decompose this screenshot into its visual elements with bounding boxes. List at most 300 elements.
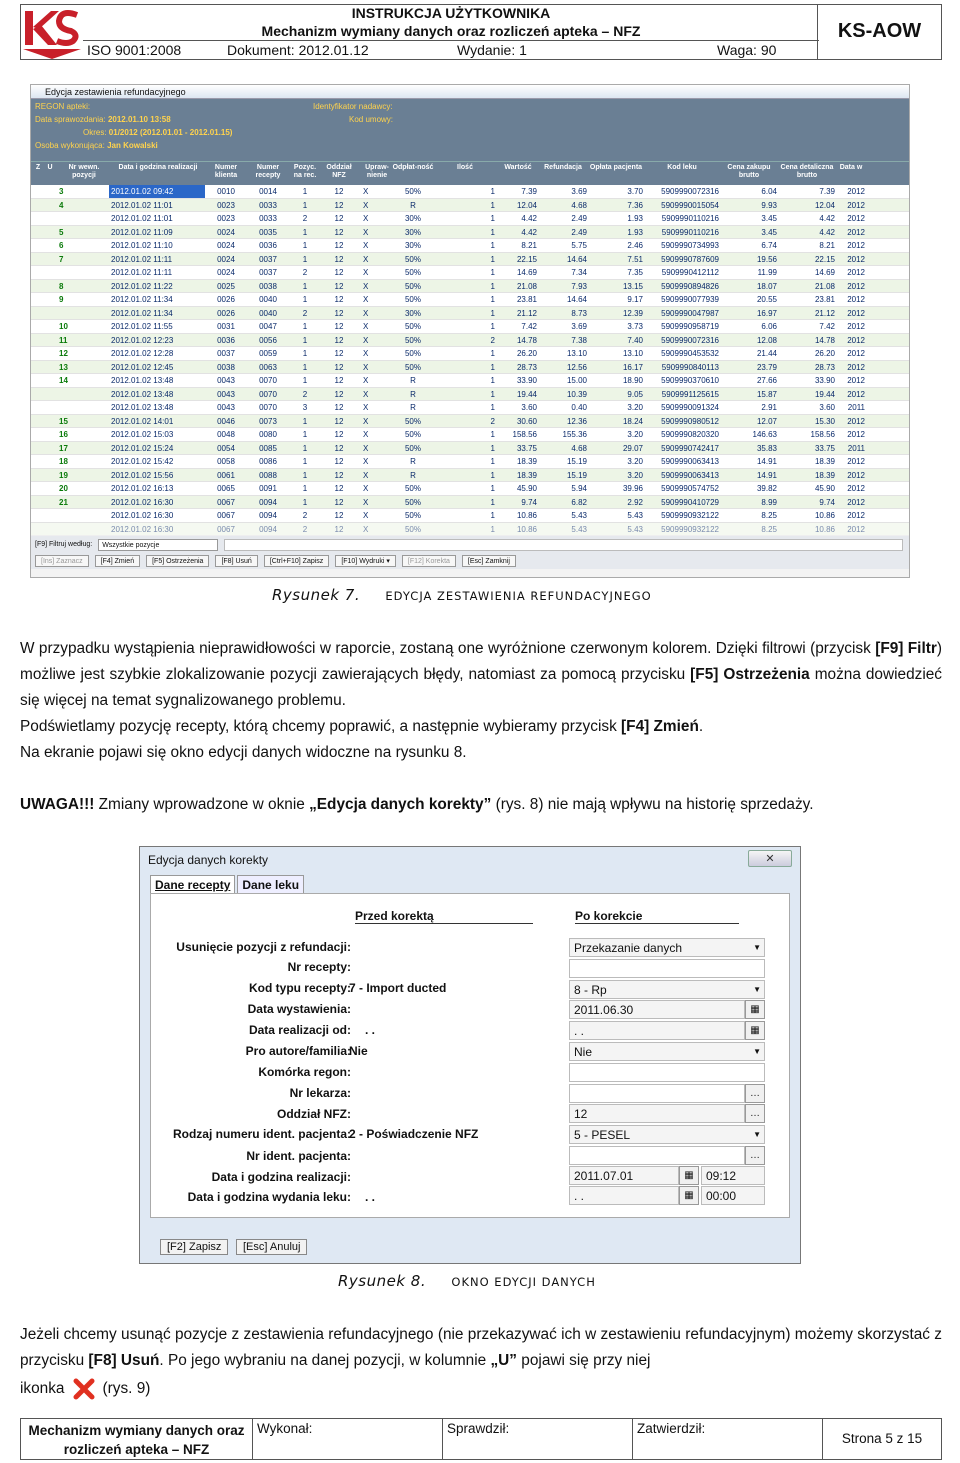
table-cell: 15.87: [756, 389, 777, 399]
table-cell: 16: [59, 430, 68, 439]
table-cell: 0073: [259, 416, 277, 426]
table-row[interactable]: [31, 523, 909, 537]
text-bold: „Edycja danych korekty”: [309, 796, 492, 813]
status-cell: [31, 334, 55, 347]
table-cell: 2.49: [571, 214, 587, 223]
table-cell: 2012: [847, 430, 865, 439]
caption-text: OKNO EDYCJI DANYCH: [451, 1275, 596, 1289]
table-cell: 18.39: [516, 457, 537, 466]
edition-label: Wydanie: 1: [457, 42, 527, 58]
after-field[interactable]: 2011.07.01: [569, 1166, 679, 1185]
paragraph-1: [20, 636, 942, 714]
table-cell: 4: [59, 200, 64, 210]
table-cell: 3.45: [761, 227, 777, 237]
table-cell: 12.36: [566, 416, 587, 426]
before-kod: 7 - Import ducted: [349, 981, 447, 995]
time-field[interactable]: 09:12: [701, 1166, 765, 1185]
edit-correction-dialog: [139, 846, 801, 1264]
column-header[interactable]: Numer recepty: [255, 164, 281, 179]
column-header[interactable]: Refundacja: [544, 164, 582, 171]
table-row[interactable]: [31, 509, 909, 523]
table-cell: X: [363, 308, 369, 318]
table-cell: [55, 509, 109, 522]
table-cell: 5.94: [571, 484, 587, 493]
status-cell: [31, 253, 55, 266]
table-row[interactable]: [31, 415, 909, 429]
table-cell: 2012.01.02 11:09: [111, 227, 173, 237]
save-button[interactable]: [F2] Zapisz: [160, 1239, 228, 1255]
table-cell: 0091: [259, 484, 277, 493]
table-cell: 3.69: [571, 187, 587, 196]
table-cell: 3.20: [627, 403, 643, 412]
close-button[interactable]: ✕: [748, 850, 792, 867]
text-span: ) możliwe jest szybkie zlokalizowanie pozycji zawierających błędy, natomiast za pomocą przycisku: [20, 640, 942, 683]
table-row[interactable]: [31, 307, 909, 321]
table-cell: 26.20: [814, 349, 835, 358]
table-cell: 1: [302, 281, 308, 291]
table-cell: 7: [59, 254, 64, 264]
status-cell: [31, 442, 55, 455]
doc-title: INSTRUKCJA UŻYTKOWNIKA: [351, 5, 551, 21]
table-cell: R: [410, 200, 416, 210]
table-row[interactable]: [31, 469, 909, 483]
table-cell: 12: [334, 403, 344, 412]
table-cell: 1: [302, 430, 308, 439]
toolbar-button[interactable]: [F10] Wydruki ▾: [335, 555, 396, 567]
table-cell: 12: [334, 349, 344, 358]
table-cell: 5909990410729: [661, 497, 719, 507]
table-cell: 50%: [404, 416, 421, 426]
table-cell: 2012: [847, 227, 865, 237]
table-row[interactable]: [31, 239, 909, 253]
calendar-icon[interactable]: ▦: [745, 1000, 765, 1019]
table-cell: 0024: [217, 268, 235, 277]
table-cell: 2012: [847, 268, 865, 277]
column-header[interactable]: Z: [35, 164, 41, 171]
table-cell: 12: [334, 511, 344, 520]
calendar-icon[interactable]: ▦: [745, 1021, 765, 1040]
table-cell: 2012.01.02 16:13: [111, 484, 174, 493]
table-cell: [55, 401, 109, 414]
toolbar-button[interactable]: [F12] Korekta: [402, 555, 456, 567]
table-cell: 15.30: [814, 416, 835, 426]
table-cell: 0054: [217, 443, 235, 453]
refund-grid[interactable]: [31, 185, 909, 536]
table-cell: 15.19: [566, 470, 587, 480]
table-cell: 8.21: [521, 241, 537, 250]
table-row[interactable]: [31, 374, 909, 388]
table-row[interactable]: [31, 482, 909, 496]
table-cell: 1: [490, 443, 495, 453]
table-cell: 1: [302, 457, 308, 466]
table-row[interactable]: [31, 199, 909, 213]
table-cell: 0010: [217, 187, 235, 196]
table-cell: X: [363, 389, 369, 399]
status-cell: [31, 239, 55, 252]
column-header[interactable]: Data w: [839, 164, 863, 171]
table-cell: 3.69: [571, 322, 587, 331]
status-cell: [31, 388, 55, 401]
filter-bar: [31, 536, 909, 553]
table-cell: 1: [490, 268, 495, 277]
caption-text: EDYCJA ZESTAWIENIA REFUNDACYJNEGO: [385, 589, 652, 603]
filter-select[interactable]: Wszystkie pozycje: [98, 539, 218, 551]
iso-label: ISO 9001:2008: [87, 42, 182, 58]
table-cell: 2012: [847, 416, 865, 426]
table-cell: 5.43: [627, 511, 643, 520]
table-cell: 12: [334, 241, 344, 250]
field-label: Nr recepty:: [287, 960, 351, 974]
table-cell: 3.20: [627, 470, 643, 480]
table-cell: X: [363, 484, 369, 493]
table-cell: 5909990787609: [661, 254, 719, 264]
table-cell: 18.90: [622, 376, 643, 385]
table-cell: X: [363, 511, 369, 520]
table-row[interactable]: [31, 334, 909, 348]
text-span: Podświetlamy pozycję recepty, którą chcemy poprawić, a następnie wybieramy przycisk: [20, 718, 622, 735]
table-cell: 8.21: [819, 241, 835, 250]
table-cell: 7.51: [627, 254, 643, 264]
lookup-button[interactable]: …: [745, 1084, 765, 1103]
text-bold: [F5] Ostrzeżenia: [690, 666, 810, 683]
table-cell: 45.90: [516, 484, 537, 493]
toolbar-button[interactable]: [Ins] Zaznacz: [35, 555, 89, 567]
table-cell: 5909990091324: [661, 403, 719, 412]
calendar-icon[interactable]: ▦: [679, 1186, 699, 1205]
table-cell: 158.56: [512, 430, 537, 439]
table-row[interactable]: [31, 496, 909, 510]
table-row[interactable]: [31, 280, 909, 294]
table-cell: 0058: [217, 457, 235, 466]
table-cell: 0024: [217, 227, 235, 237]
table-cell: X: [363, 268, 369, 277]
lookup-button[interactable]: …: [745, 1146, 765, 1165]
table-row[interactable]: [31, 266, 909, 280]
table-cell: 1: [490, 200, 495, 210]
column-header[interactable]: U: [47, 164, 53, 171]
lookup-button[interactable]: …: [745, 1104, 765, 1123]
table-cell: 15.00: [566, 376, 587, 385]
column-header[interactable]: Kod leku: [667, 164, 697, 171]
after-field[interactable]: [569, 1146, 745, 1165]
table-cell: 1: [490, 322, 495, 331]
table-cell: 50%: [404, 497, 421, 507]
status-cell: [31, 280, 55, 293]
table-cell: 12.39: [622, 308, 643, 318]
table-cell: 1: [490, 227, 495, 237]
column-header[interactable]: Upraw-nienie: [365, 164, 389, 179]
table-cell: 10.86: [516, 511, 537, 520]
text-span: pojawi się przy niej: [517, 1352, 651, 1369]
toolbar-button[interactable]: [Esc] Zamknij: [462, 555, 516, 567]
sender-id-label: Identyfikator nadawcy:: [313, 102, 393, 111]
table-cell: 0094: [259, 524, 277, 534]
table-row[interactable]: [31, 442, 909, 456]
table-cell: 2012.01.02 15:56: [111, 470, 174, 480]
table-cell: 7.42: [521, 322, 537, 331]
table-cell: 1: [490, 376, 495, 385]
doc-meta-row: [83, 40, 819, 60]
table-cell: 2012: [847, 457, 865, 466]
table-cell: 9: [59, 295, 64, 304]
table-cell: 11.99: [757, 268, 777, 277]
table-cell: 0094: [259, 511, 277, 520]
table-cell: 12: [334, 362, 344, 372]
table-cell: 0085: [259, 443, 277, 453]
after-field[interactable]: 12: [569, 1104, 745, 1123]
table-cell: 5909990453532: [661, 349, 719, 358]
cancel-button[interactable]: [Esc] Anuluj: [236, 1239, 307, 1255]
column-header[interactable]: Numer klienta: [214, 164, 238, 179]
table-cell: 10: [59, 322, 68, 331]
tab-drug[interactable]: Dane leku: [237, 875, 304, 893]
table-row[interactable]: [31, 388, 909, 402]
table-cell: 2012: [847, 362, 865, 372]
info-panel: [31, 99, 909, 161]
table-cell: 1: [302, 497, 308, 507]
table-cell: 5909990742417: [661, 443, 719, 453]
table-cell: 14.78: [516, 335, 537, 345]
column-header[interactable]: Oddział NFZ: [326, 164, 352, 179]
table-cell: X: [363, 322, 369, 331]
table-row[interactable]: [31, 401, 909, 415]
table-cell: 2012.01.02 15:42: [111, 457, 174, 466]
table-row[interactable]: [31, 253, 909, 267]
field-label: Data i godzina realizacji:: [211, 1170, 351, 1184]
table-cell: 7.39: [819, 187, 835, 196]
time-field[interactable]: 00:00: [701, 1186, 765, 1205]
table-cell: 18.07: [756, 281, 777, 291]
table-row[interactable]: [31, 320, 909, 334]
table-cell: 0061: [217, 470, 235, 480]
table-cell: 5909990063413: [661, 470, 719, 480]
table-cell: 0025: [217, 281, 235, 291]
toolbar-button[interactable]: [Ctrl+F10] Zapisz: [264, 555, 330, 567]
status-cell: [31, 185, 55, 198]
field-label: Komórka regon:: [258, 1065, 351, 1079]
table-cell: 5909990015054: [661, 200, 719, 210]
table-cell: 5909990574752: [661, 484, 719, 493]
tab-prescription[interactable]: Dane recepty: [150, 875, 235, 893]
table-row[interactable]: [31, 361, 909, 375]
grid-header: [31, 161, 909, 185]
table-cell: 10.86: [814, 524, 835, 534]
table-cell: 0036: [217, 335, 235, 345]
table-cell: 0047: [259, 322, 277, 331]
table-cell: 2012.01.02 11:11: [111, 268, 173, 277]
column-header[interactable]: Odpłat-ność: [392, 164, 434, 171]
after-field[interactable]: [569, 1063, 765, 1082]
table-cell: 2012: [847, 389, 865, 399]
table-cell: 39.96: [622, 484, 643, 493]
table-cell: 4.42: [521, 214, 537, 223]
calendar-icon[interactable]: ▦: [679, 1166, 699, 1185]
table-cell: 0080: [259, 430, 277, 439]
column-header[interactable]: Ilość: [457, 164, 473, 171]
table-cell: 2012.01.02 13:48: [111, 403, 174, 412]
table-cell: 0046: [217, 416, 235, 426]
after-field[interactable]: . .: [569, 1021, 745, 1040]
table-cell: X: [363, 295, 369, 304]
table-cell: 23.81: [516, 295, 537, 304]
table-cell: 12.08: [756, 335, 777, 345]
table-cell: 5909990980512: [661, 416, 719, 426]
table-cell: 21.12: [814, 308, 835, 318]
table-cell: 12: [334, 268, 344, 277]
table-cell: 2012.01.02 11:10: [111, 241, 173, 250]
table-cell: 2012.01.02 14:01: [111, 416, 174, 426]
table-cell: 29.07: [622, 443, 643, 453]
table-cell: 2012: [847, 241, 865, 250]
table-cell: 2.49: [571, 227, 587, 237]
table-cell: 35.83: [756, 443, 777, 453]
table-cell: 0040: [259, 295, 277, 304]
table-cell: 5.43: [571, 524, 587, 534]
table-cell: 5.75: [571, 241, 587, 250]
table-cell: 30.60: [516, 416, 537, 426]
table-cell: 7.34: [571, 268, 587, 277]
table-cell: 19.44: [516, 389, 537, 399]
table-cell: 5.43: [571, 511, 587, 520]
table-cell: 1: [490, 214, 495, 223]
table-cell: 10.39: [566, 389, 587, 399]
text-span: Zmiany wprowadzone w oknie: [94, 796, 310, 813]
table-cell: 2012: [847, 484, 865, 493]
column-header[interactable]: Wartość: [504, 164, 532, 171]
toolbar-button[interactable]: [F5] Ostrzeżenia: [146, 555, 209, 567]
table-cell: 21.44: [756, 349, 777, 358]
status-cell: [31, 415, 55, 428]
column-header[interactable]: Nr wewn. pozycji: [68, 164, 100, 179]
table-cell: 23.79: [756, 362, 777, 372]
table-cell: 1: [302, 295, 308, 304]
table-cell: 50%: [404, 484, 421, 493]
table-cell: X: [363, 376, 369, 385]
table-cell: 28.73: [516, 362, 537, 372]
table-cell: 18: [59, 457, 68, 466]
refund-list-window: [30, 84, 910, 578]
table-cell: 1: [490, 511, 495, 520]
table-cell: 1: [490, 403, 495, 412]
table-cell: 0033: [259, 200, 277, 210]
table-cell: 2012: [847, 497, 865, 507]
table-row[interactable]: [31, 293, 909, 307]
table-row[interactable]: [31, 455, 909, 469]
table-cell: 12: [334, 281, 344, 291]
table-cell: [55, 523, 109, 536]
after-field[interactable]: Nie ▼: [569, 1042, 765, 1061]
table-cell: 30%: [404, 241, 421, 250]
filter-input[interactable]: [224, 539, 903, 551]
table-cell: 50%: [404, 254, 421, 264]
table-cell: 33.75: [814, 443, 835, 453]
table-cell: 6: [59, 241, 64, 250]
toolbar-button[interactable]: [F4] Zmień: [95, 555, 140, 567]
ks-logo: [21, 5, 83, 59]
after-field[interactable]: . .: [569, 1186, 679, 1205]
table-cell: X: [363, 214, 369, 223]
table-cell: 0056: [259, 335, 277, 345]
table-cell: 3: [59, 187, 64, 196]
column-header[interactable]: Opłata pacjenta: [589, 164, 643, 171]
table-cell: X: [363, 200, 369, 210]
table-row[interactable]: [31, 226, 909, 240]
table-cell: 4.42: [819, 227, 835, 237]
table-cell: 0065: [217, 484, 235, 493]
table-cell: 0063: [259, 362, 277, 372]
table-cell: X: [363, 335, 369, 345]
table-cell: R: [410, 470, 416, 480]
after-header: Po korekcie: [575, 909, 739, 924]
table-cell: 5909990894826: [661, 281, 719, 291]
table-cell: 9.17: [627, 295, 643, 304]
table-cell: 22.15: [516, 254, 537, 264]
after-field[interactable]: 2011.06.30: [569, 1000, 745, 1019]
after-field[interactable]: Przekazanie danych ▼: [569, 938, 765, 957]
table-cell: 1.93: [627, 227, 643, 237]
table-cell: 14.78: [814, 335, 835, 345]
column-header[interactable]: Data i godzina realizacji: [118, 164, 198, 171]
table-row[interactable]: [31, 185, 909, 199]
table-cell: 50%: [404, 187, 421, 196]
table-row[interactable]: [31, 428, 909, 442]
table-cell: 12: [334, 430, 344, 439]
table-cell: 1: [490, 349, 495, 358]
table-cell: 28.73: [814, 362, 835, 372]
table-cell: 2012.01.02 11:34: [111, 295, 173, 304]
regon-label: REGON apteki:: [35, 102, 91, 111]
text-span: (rys. 9): [102, 1380, 151, 1397]
after-field[interactable]: [569, 959, 765, 978]
dialog-title: [140, 847, 800, 873]
table-cell: 2012: [847, 470, 865, 480]
table-row[interactable]: [31, 347, 909, 361]
column-header[interactable]: Pozyc. na rec.: [293, 164, 317, 179]
table-cell: 1: [490, 497, 495, 507]
table-cell: X: [363, 416, 369, 426]
table-cell: 5: [59, 227, 64, 237]
after-field[interactable]: 8 - Rp ▼: [569, 980, 765, 999]
table-cell: 21.08: [814, 281, 835, 291]
table-cell: 155.36: [562, 430, 587, 439]
after-field[interactable]: [569, 1084, 745, 1103]
table-cell: 2012.01.02 13:48: [111, 389, 174, 399]
table-cell: 0070: [259, 389, 277, 399]
table-cell: 1: [490, 484, 495, 493]
table-cell: 1: [302, 362, 308, 372]
table-cell: 8: [59, 281, 64, 291]
after-field[interactable]: 5 - PESEL ▼: [569, 1125, 765, 1144]
table-cell: 5909990734993: [661, 241, 719, 250]
table-cell: 50%: [404, 524, 421, 534]
column-header[interactable]: Cena zakupu brutto: [727, 164, 771, 179]
table-cell: 0014: [259, 187, 277, 196]
table-cell: 17: [59, 443, 68, 453]
table-cell: 0043: [217, 403, 235, 412]
table-cell: 7.93: [571, 281, 587, 291]
table-row[interactable]: [31, 212, 909, 226]
toolbar-button[interactable]: [F8] Usuń: [215, 555, 257, 567]
table-cell: 14.91: [756, 470, 777, 480]
table-cell: 0059: [259, 349, 277, 358]
table-cell: 1: [302, 335, 308, 345]
table-cell: 2012.01.02 09:42: [109, 185, 205, 198]
table-cell: 5909990077939: [661, 295, 719, 304]
table-cell: 2.92: [627, 497, 643, 507]
column-header[interactable]: Cena detaliczna brutto: [780, 164, 834, 179]
text-bold: [F9] Filtr: [875, 640, 937, 657]
text-bold: [F4] Zmień: [621, 718, 699, 735]
